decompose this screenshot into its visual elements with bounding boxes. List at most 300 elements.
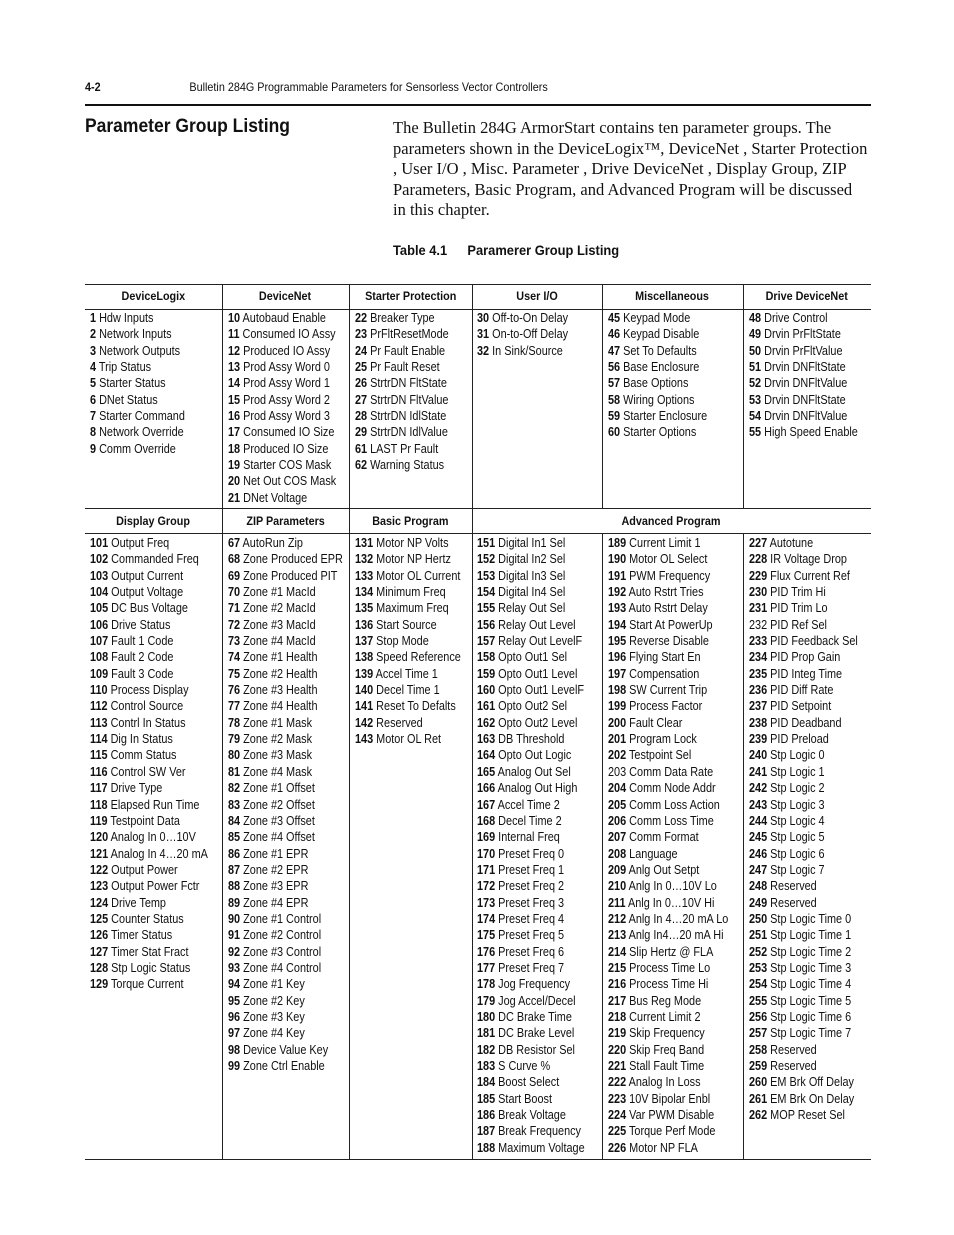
- parameter-entry: [477, 535, 585, 551]
- parameter-number: 22: [355, 311, 368, 325]
- parameter-name: Slip Hertz @ FLA: [629, 944, 714, 959]
- parameter-name: Zone #2 Health: [243, 666, 318, 681]
- parameter-name: Skip Freq Band: [629, 1042, 705, 1057]
- parameter-entry: [749, 944, 858, 960]
- parameter-number: 164: [477, 748, 496, 763]
- parameter-number: 175: [477, 928, 496, 943]
- parameter-entry: [477, 862, 585, 878]
- parameter-entry: [477, 633, 585, 649]
- parameter-entry: [477, 731, 585, 747]
- parameter-entry: [228, 1009, 343, 1025]
- parameter-entry: [477, 715, 585, 731]
- parameter-number: 189: [608, 536, 627, 550]
- parameter-entry: [608, 878, 728, 894]
- parameter-number: 113: [90, 715, 108, 730]
- parameter-name: Zone #3 Control: [243, 944, 322, 959]
- parameter-entry: [749, 829, 858, 845]
- intro-paragraph: The Bulletin 284G ArmorStart contains ten parameter groups. The parameters shown in the DeviceLogix™, DeviceNet , Starter Protection , User I/O , Misc. Parameter , Drive DeviceNet , Display Group, ZIP Parameters, Basic Program, and Advanced Program will be discussed in this chapter.: [393, 118, 868, 219]
- parameter-number: 214: [608, 944, 627, 959]
- parameter-number: 32: [477, 343, 490, 358]
- parameter-name: Break Voltage: [498, 1108, 566, 1123]
- parameter-name: DB Threshold: [498, 732, 565, 747]
- parameter-entry: [228, 960, 343, 976]
- parameter-number: 225: [608, 1124, 627, 1139]
- header-devicenet: DeviceNet: [259, 289, 312, 303]
- parameter-number: 187: [477, 1124, 496, 1139]
- parameter-name: Drvin DNFltValue: [764, 409, 848, 424]
- parameter-entry: [477, 960, 585, 976]
- parameter-name: Prod Assy Word 3: [243, 409, 330, 424]
- parameter-name: Starter Enclosure: [623, 409, 708, 424]
- parameter-name: Keypad Disable: [623, 327, 700, 342]
- parameter-name: Comm Status: [110, 748, 177, 763]
- parameter-number: 128: [90, 960, 109, 975]
- parameter-number: 188: [477, 1140, 496, 1155]
- parameter-entry: [608, 326, 707, 342]
- parameter-entry: [90, 846, 208, 862]
- parameter-number: 200: [608, 715, 627, 730]
- parameter-name: Network Outputs: [99, 343, 181, 358]
- parameter-entry: [90, 829, 208, 845]
- parameter-name: Output Voltage: [111, 585, 184, 600]
- parameter-entry: [749, 326, 858, 342]
- parameter-entry: [477, 666, 585, 682]
- parameter-entry: [749, 927, 858, 943]
- parameter-name: Analog In 0…10V: [110, 830, 196, 845]
- parameter-number: 180: [477, 1009, 496, 1024]
- page-number: 4-2: [85, 80, 101, 94]
- parameter-number: 53: [749, 392, 762, 407]
- parameter-entry: [477, 310, 568, 326]
- parameter-entry: [90, 927, 208, 943]
- parameter-number: 160: [477, 683, 496, 698]
- parameter-entry: [608, 698, 728, 714]
- header-devicelogix: DeviceLogix: [121, 289, 186, 303]
- parameter-entry: [608, 343, 707, 359]
- parameter-entry: [749, 1058, 858, 1074]
- parameter-name: Drvin DNFltState: [764, 392, 846, 407]
- parameter-number: 167: [477, 797, 496, 812]
- parameter-entry: [90, 633, 208, 649]
- parameter-entry: [749, 343, 858, 359]
- parameter-number: 69: [228, 568, 241, 583]
- parameter-entry: [355, 359, 449, 375]
- parameter-name: Comm Loss Action: [629, 797, 720, 812]
- parameter-number: 261: [749, 1091, 768, 1106]
- parameter-number: 136: [355, 617, 374, 632]
- parameter-number: 95: [228, 993, 241, 1008]
- parameter-name: Device Value Key: [243, 1042, 329, 1057]
- parameter-name: Prod Assy Word 0: [243, 360, 330, 375]
- parameter-number: 142: [355, 715, 374, 730]
- parameter-entry: [749, 633, 858, 649]
- parameter-number: 26: [355, 376, 368, 391]
- parameter-name: PID Setpoint: [770, 699, 832, 714]
- header-drive-devicenet: Drive DeviceNet: [765, 289, 849, 303]
- parameter-entry: [749, 1091, 858, 1107]
- parameter-name: Minimum Freq: [376, 585, 446, 600]
- parameter-entry: [355, 551, 461, 567]
- parameter-name: 10V Bipolar Enbl: [629, 1091, 711, 1106]
- parameter-entry: [90, 441, 185, 457]
- parameter-name: Wiring Options: [623, 392, 695, 407]
- parameter-entry: [228, 878, 343, 894]
- parameter-number: 157: [477, 634, 496, 649]
- parameter-entry: [477, 649, 585, 665]
- parameter-name: Output Power: [111, 862, 178, 877]
- parameter-entry: [477, 829, 585, 845]
- parameter-name: Torque Current: [110, 977, 184, 992]
- parameter-entry: [749, 911, 858, 927]
- running-title: Bulletin 284G Programmable Parameters for Sensorless Vector Controllers: [189, 80, 548, 94]
- parameter-entry: [477, 1140, 585, 1156]
- parameter-number: 244: [749, 813, 768, 828]
- parameter-name: Zone #3 Key: [243, 1009, 305, 1024]
- parameter-number: 201: [608, 732, 627, 747]
- header-user-io: User I/O: [516, 289, 558, 303]
- parameter-entry: [749, 1074, 858, 1090]
- parameter-number: 68: [228, 552, 241, 567]
- parameter-number: 224: [608, 1108, 627, 1123]
- parameter-name: Set To Defaults: [623, 343, 697, 358]
- parameter-name: Jog Accel/Decel: [498, 993, 576, 1008]
- parameter-entry: [749, 666, 858, 682]
- parameter-entry: [355, 310, 449, 326]
- parameter-name: Stp Logic 5: [770, 830, 825, 845]
- parameter-name: Start Boost: [498, 1091, 552, 1106]
- parameter-number: 70: [228, 585, 241, 600]
- parameter-entry: [477, 326, 568, 342]
- parameter-name: Torque Perf Mode: [628, 1124, 716, 1139]
- parameter-name: Maximum Freq: [376, 601, 449, 616]
- parameter-name: Analog Out Sel: [497, 764, 571, 779]
- parameter-entry: [90, 408, 185, 424]
- parameter-number: 195: [608, 634, 627, 649]
- parameter-name: Network Inputs: [99, 327, 172, 342]
- parameter-entry: [228, 747, 343, 763]
- parameter-number: 67: [228, 536, 241, 550]
- parameter-entry: [355, 568, 461, 584]
- parameter-entry: [90, 617, 208, 633]
- parameter-number: 23: [355, 327, 368, 342]
- parameter-number: 19: [228, 458, 241, 473]
- parameter-name: Output Current: [111, 568, 184, 583]
- parameter-name: Output Freq: [111, 536, 170, 550]
- parameter-number: 24: [355, 343, 368, 358]
- parameter-number: 170: [477, 846, 496, 861]
- parameter-entry: [477, 617, 585, 633]
- parameter-name: Boost Select: [498, 1075, 560, 1090]
- parameter-name: Program Lock: [629, 732, 697, 747]
- parameter-name: Relay Out Sel: [498, 601, 566, 616]
- parameter-entry: [228, 846, 343, 862]
- parameter-entry: [608, 424, 707, 440]
- parameter-number: 197: [608, 666, 627, 681]
- parameter-name: Drive Control: [764, 311, 828, 325]
- parameter-entry: [90, 862, 208, 878]
- parameter-name: Commanded Freq: [111, 552, 199, 567]
- parameter-entry: [749, 310, 858, 326]
- parameter-number: 90: [228, 911, 241, 926]
- parameter-entry: [228, 780, 343, 796]
- parameter-name: DC Bus Voltage: [111, 601, 188, 616]
- parameter-name: StrtrDN IdlValue: [370, 425, 448, 440]
- parameter-name: Zone #3 Health: [243, 683, 318, 698]
- parameter-number: 94: [228, 977, 241, 992]
- parameter-number: 209: [608, 862, 627, 877]
- parameter-name: EM Brk On Delay: [770, 1091, 855, 1106]
- parameter-number: 6: [90, 392, 97, 407]
- parameter-entry: [90, 568, 208, 584]
- parameter-number: 122: [90, 862, 109, 877]
- parameter-number: 223: [608, 1091, 627, 1106]
- parameter-name: Reserved: [770, 1042, 817, 1057]
- parameter-entry: [90, 731, 208, 747]
- parameter-number: 243: [749, 797, 768, 812]
- parameter-number: 154: [477, 585, 496, 600]
- parameter-number: 218: [608, 1009, 627, 1024]
- parameter-number: 115: [90, 748, 108, 763]
- parameter-entry: [477, 600, 585, 616]
- parameter-number: 46: [608, 327, 621, 342]
- parameter-name: Anlg Out Setpt: [628, 862, 700, 877]
- parameter-entry: [355, 441, 449, 457]
- parameter-name: DC Brake Time: [498, 1009, 572, 1024]
- parameter-name: Base Options: [623, 376, 689, 391]
- parameter-number: 109: [90, 666, 109, 681]
- parameter-number: 15: [228, 392, 241, 407]
- parameter-name: Zone #4 EPR: [243, 895, 309, 910]
- parameter-name: Current Limit 2: [629, 1009, 701, 1024]
- parameter-entry: [228, 944, 343, 960]
- parameter-name: Var PWM Disable: [629, 1108, 715, 1123]
- parameter-number: 89: [228, 895, 241, 910]
- parameter-name: Autobaud Enable: [242, 311, 326, 325]
- parameter-name: LAST Pr Fault: [370, 441, 439, 456]
- parameter-name: Counter Status: [111, 911, 184, 926]
- parameter-number: 101: [90, 536, 109, 550]
- parameter-number: 249: [749, 895, 768, 910]
- parameter-entry: [608, 1042, 728, 1058]
- parameter-entry: [90, 424, 185, 440]
- parameter-entry: [228, 535, 343, 551]
- parameter-entry: [228, 473, 336, 489]
- parameter-number: 114: [90, 732, 108, 747]
- parameter-name: Opto Out Logic: [498, 748, 572, 763]
- parameter-entry: [608, 927, 728, 943]
- parameter-name: Stp Logic 7: [770, 862, 825, 877]
- parameter-name: Digital In2 Sel: [498, 552, 566, 567]
- parameter-entry: [90, 682, 208, 698]
- parameter-name: Hdw Inputs: [99, 311, 154, 325]
- parameter-number: 171: [477, 862, 496, 877]
- parameter-entry: [608, 813, 728, 829]
- parameter-entry: [749, 698, 858, 714]
- parameter-number: 205: [608, 797, 627, 812]
- parameter-name: Motor OL Current: [376, 568, 461, 583]
- parameter-number: 255: [749, 993, 768, 1008]
- column-starter-protection: [355, 310, 463, 473]
- parameter-name: Digital In1 Sel: [498, 536, 566, 550]
- parameter-number: 58: [608, 392, 621, 407]
- parameter-number: 204: [608, 781, 627, 796]
- parameter-entry: [355, 424, 449, 440]
- parameter-name: Digital In4 Sel: [498, 585, 566, 600]
- parameter-entry: [90, 764, 208, 780]
- parameter-number: 104: [90, 585, 109, 600]
- parameter-name: Zone #2 Mask: [243, 732, 313, 747]
- parameter-name: Auto Rstrt Tries: [628, 585, 704, 600]
- parameter-name: MOP Reset Sel: [770, 1108, 845, 1123]
- parameter-name: Reverse Disable: [629, 634, 709, 649]
- parameter-name: Anlg In 0…10V Lo: [628, 879, 717, 894]
- parameter-number: 125: [90, 911, 109, 926]
- parameter-number: 12: [228, 343, 241, 358]
- parameter-number: 202: [608, 748, 627, 763]
- parameter-entry: [749, 764, 858, 780]
- parameter-entry: [355, 326, 449, 342]
- parameter-number: 176: [477, 944, 496, 959]
- parameter-number: 116: [90, 764, 108, 779]
- parameter-name: Contrl In Status: [110, 715, 186, 730]
- parameter-name: Process Factor: [629, 699, 703, 714]
- column-devicenet: [228, 310, 352, 506]
- parameter-entry: [228, 649, 343, 665]
- parameter-number: 229: [749, 568, 768, 583]
- parameter-entry: [90, 392, 185, 408]
- parameter-number: 237: [749, 699, 768, 714]
- parameter-number: 51: [749, 360, 762, 375]
- table-rule-header2: [85, 533, 871, 534]
- parameter-name: Jog Frequency: [498, 977, 571, 992]
- parameter-name: Control SW Ver: [110, 764, 186, 779]
- parameter-number: 88: [228, 879, 241, 894]
- parameter-number: 235: [749, 666, 768, 681]
- parameter-entry: [477, 1009, 585, 1025]
- parameter-name: Zone #1 Control: [243, 911, 322, 926]
- parameter-name: Motor NP Hertz: [376, 552, 451, 567]
- parameter-name: Relay Out Level: [498, 617, 576, 632]
- parameter-entry: [608, 780, 728, 796]
- parameter-name: Consumed IO Size: [243, 425, 335, 440]
- parameter-number: 166: [477, 781, 496, 796]
- parameter-number: 56: [608, 360, 621, 375]
- parameter-number: 118: [90, 797, 108, 812]
- parameter-number: 217: [608, 993, 627, 1008]
- parameter-name: Preset Freq 0: [498, 846, 565, 861]
- parameter-number: 259: [749, 1059, 768, 1073]
- parameter-name: Zone #2 EPR: [243, 862, 309, 877]
- parameter-number: 77: [228, 699, 241, 714]
- parameter-name: Flux Current Ref: [770, 568, 850, 583]
- parameter-entry: [355, 649, 461, 665]
- parameter-number: 99: [228, 1059, 241, 1073]
- parameter-number: 226: [608, 1140, 627, 1155]
- parameter-name: Preset Freq 4: [498, 911, 565, 926]
- parameter-entry: [228, 633, 343, 649]
- parameter-number: 179: [477, 993, 496, 1008]
- parameter-number: 131: [355, 536, 374, 550]
- parameter-entry: [477, 1058, 585, 1074]
- parameter-number: 163: [477, 732, 496, 747]
- parameter-number: 82: [228, 781, 241, 796]
- parameter-name: Break Frequency: [498, 1124, 581, 1139]
- parameter-name: Stp Logic Time 4: [770, 977, 852, 992]
- parameter-entry: [749, 1009, 858, 1025]
- parameter-entry: [749, 993, 858, 1009]
- parameter-entry: [355, 392, 449, 408]
- parameter-number: 30: [477, 311, 490, 325]
- parameter-number: 250: [749, 911, 768, 926]
- parameter-name: Zone #3 Mask: [243, 748, 313, 763]
- parameter-entry: [608, 600, 728, 616]
- parameter-entry: [228, 1042, 343, 1058]
- parameter-name: Motor NP FLA: [629, 1140, 698, 1155]
- parameter-number: 59: [608, 409, 621, 424]
- parameter-entry: [90, 976, 208, 992]
- parameter-number: 238: [749, 715, 768, 730]
- parameter-entry: [749, 1107, 858, 1123]
- parameter-number: 75: [228, 666, 241, 681]
- parameter-entry: [477, 911, 585, 927]
- parameter-name: Skip Frequency: [629, 1026, 705, 1041]
- parameter-entry: [228, 457, 336, 473]
- parameter-entry: [749, 747, 858, 763]
- parameter-entry: [228, 895, 343, 911]
- parameter-name: Zone #1 Offset: [243, 781, 315, 796]
- parameter-number: 246: [749, 846, 768, 861]
- parameter-name: Accel Time 2: [497, 797, 560, 812]
- parameter-entry: [477, 895, 585, 911]
- parameter-entry: [477, 780, 585, 796]
- parameter-entry: [608, 375, 707, 391]
- parameter-name: Zone #1 Mask: [243, 715, 313, 730]
- parameter-entry: [228, 359, 336, 375]
- parameter-name: Opto Out2 Sel: [498, 699, 568, 714]
- parameter-entry: [90, 698, 208, 714]
- parameter-number: 227: [749, 536, 768, 550]
- parameter-number: 2: [90, 327, 97, 342]
- parameter-number: 165: [477, 764, 496, 779]
- parameter-entry: [608, 1025, 728, 1041]
- parameter-name: Starter COS Mask: [243, 458, 332, 473]
- parameter-number: 240: [749, 748, 768, 763]
- parameter-entry: [749, 392, 858, 408]
- column-miscellaneous: [608, 310, 722, 441]
- parameter-entry: [90, 535, 208, 551]
- parameter-entry: [608, 960, 728, 976]
- parameter-name: Zone #3 MacId: [243, 617, 316, 632]
- parameter-entry: [749, 862, 858, 878]
- parameter-entry: [477, 568, 585, 584]
- parameter-number: 17: [228, 425, 241, 440]
- parameter-name: Zone #2 Offset: [243, 797, 315, 812]
- parameter-entry: [228, 326, 336, 342]
- parameter-name: Zone #3 Offset: [243, 813, 315, 828]
- parameter-entry: [355, 375, 449, 391]
- parameter-entry: [228, 698, 343, 714]
- parameter-number: 168: [477, 813, 496, 828]
- parameter-number: 45: [608, 311, 621, 325]
- parameter-number: 247: [749, 862, 768, 877]
- parameter-number: 4: [90, 360, 97, 375]
- parameter-entry: [228, 490, 336, 506]
- parameter-number: 121: [90, 846, 109, 861]
- parameter-number: 8: [90, 425, 97, 440]
- parameter-entry: [608, 535, 728, 551]
- parameter-name: Stop Mode: [376, 634, 429, 649]
- parameter-entry: [355, 666, 461, 682]
